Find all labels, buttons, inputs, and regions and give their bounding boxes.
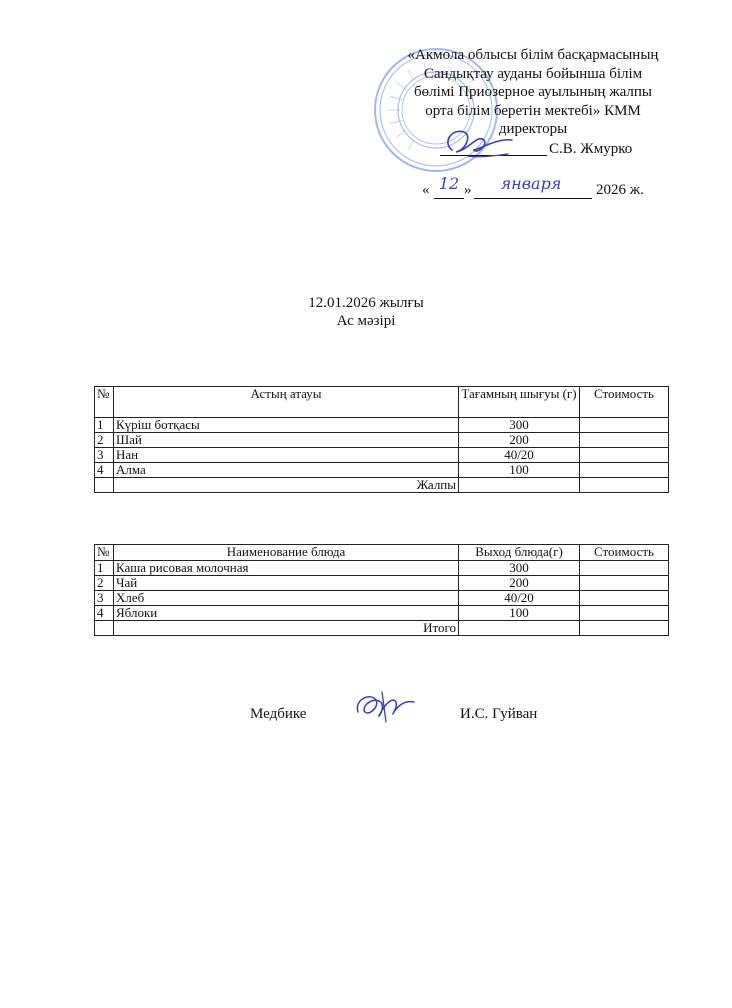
- row-cost: [580, 591, 669, 606]
- row-number: 4: [95, 606, 114, 621]
- table-row: [95, 591, 669, 606]
- row-dish-name: Каша рисовая молочная: [114, 561, 459, 576]
- row-portion-weight: 40/20: [459, 448, 580, 463]
- menu-heading: Ас мәзірі: [336, 313, 396, 329]
- total-weight-cell: [459, 478, 580, 493]
- total-row: [95, 621, 669, 636]
- row-portion-weight: 300: [459, 418, 580, 433]
- header-dish-name: Наименование блюда: [114, 545, 459, 561]
- date-year: 2026 ж.: [596, 182, 644, 198]
- table-header-row: [95, 545, 669, 561]
- approval-line: «Акмола облысы білім басқармасының: [407, 47, 659, 63]
- table-row: [95, 561, 669, 576]
- row-cost: [580, 576, 669, 591]
- date-month-line: [474, 198, 592, 199]
- table-row: [95, 433, 669, 448]
- row-dish-name: Нан: [114, 448, 459, 463]
- total-label: Итого: [114, 621, 459, 636]
- row-portion-weight: 300: [459, 561, 580, 576]
- total-label: Жалпы: [114, 478, 459, 493]
- header-portion-weight: Тағамның шығуы (г): [459, 387, 580, 418]
- approval-line: орта білім беретін мектебі» КММ: [425, 102, 641, 119]
- row-number: 2: [95, 576, 114, 591]
- total-number-cell: [95, 621, 114, 636]
- row-dish-name: Хлеб: [114, 591, 459, 606]
- header-number: №: [95, 387, 114, 418]
- director-name: С.В. Жмурко: [549, 141, 633, 157]
- header-number: №: [95, 545, 114, 561]
- row-cost: [580, 561, 669, 576]
- nurse-handwritten-signature: [352, 688, 418, 726]
- total-cost-cell: [580, 621, 669, 636]
- row-cost: [580, 448, 669, 463]
- date-day-line: [434, 198, 464, 199]
- row-dish-name: Чай: [114, 576, 459, 591]
- date-close-quote: »: [464, 182, 472, 198]
- header-dish-name: Астың атауы: [114, 387, 459, 418]
- row-portion-weight: 100: [459, 463, 580, 478]
- row-dish-name: Шай: [114, 433, 459, 448]
- approval-date-row: [422, 176, 682, 202]
- table-header-row: [95, 387, 669, 418]
- row-portion-weight: 100: [459, 606, 580, 621]
- table-row: [95, 418, 669, 433]
- menu-table-russian: [94, 544, 669, 636]
- table-row: [95, 606, 669, 621]
- total-number-cell: [95, 478, 114, 493]
- row-cost: [580, 418, 669, 433]
- approval-line: Сандықтау ауданы бойынша білім: [423, 65, 643, 82]
- table-row: [95, 463, 669, 478]
- signer-role: Медбике: [250, 706, 307, 722]
- director-handwritten-signature: [438, 120, 518, 164]
- row-number: 3: [95, 448, 114, 463]
- table-row: [95, 448, 669, 463]
- menu-table-kazakh: [94, 386, 669, 493]
- header-portion-weight: Выход блюда(г): [459, 545, 580, 561]
- header-cost: Стоимость: [580, 545, 669, 561]
- row-portion-weight: 40/20: [459, 591, 580, 606]
- row-number: 1: [95, 561, 114, 576]
- menu-title: [0, 294, 732, 330]
- row-dish-name: Алма: [114, 463, 459, 478]
- row-number: 3: [95, 591, 114, 606]
- date-open-quote: «: [422, 182, 430, 198]
- header-cost: Стоимость: [580, 387, 669, 418]
- row-cost: [580, 433, 669, 448]
- table-row: [95, 576, 669, 591]
- approval-line: директоры: [498, 121, 568, 137]
- row-number: 2: [95, 433, 114, 448]
- total-cost-cell: [580, 478, 669, 493]
- date-month: января: [500, 174, 562, 193]
- row-portion-weight: 200: [459, 433, 580, 448]
- signer-name: И.С. Гуйван: [460, 706, 538, 722]
- date-day: 12: [438, 174, 460, 193]
- row-dish-name: Яблоки: [114, 606, 459, 621]
- total-weight-cell: [459, 621, 580, 636]
- approval-line: бөлімі Приозерное ауылының жалпы: [414, 84, 652, 100]
- row-number: 4: [95, 463, 114, 478]
- row-cost: [580, 606, 669, 621]
- row-number: 1: [95, 418, 114, 433]
- approval-block: [388, 46, 678, 139]
- row-portion-weight: 200: [459, 576, 580, 591]
- row-cost: [580, 463, 669, 478]
- menu-date: 12.01.2026 жылғы: [308, 295, 424, 311]
- total-row: [95, 478, 669, 493]
- row-dish-name: Күріш ботқасы: [114, 418, 459, 433]
